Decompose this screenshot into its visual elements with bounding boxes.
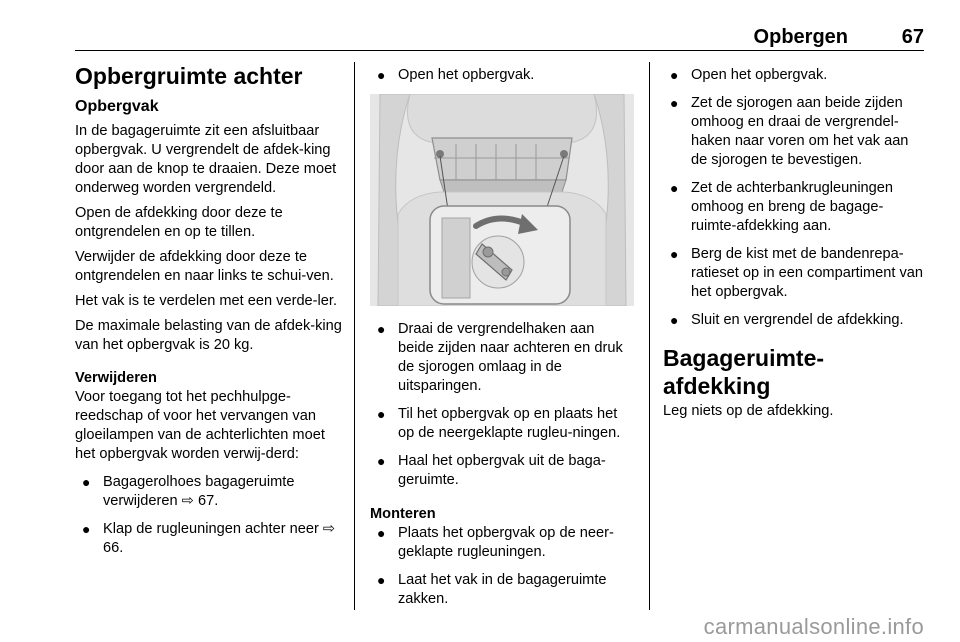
list-item-text: Laat het vak in de bagageruimte zakken. [398, 572, 607, 607]
paragraph: In de bagageruimte zit een afsluitbaar opbergvak. U vergrendelt de afdek-king door aan de knop te draaien. Deze moet onderweg worden vergrendeld. [75, 123, 337, 196]
list-item-text: Berg de kist met de bandenrepa-ratieset op in een compartiment van het opbergvak. [691, 246, 924, 300]
paragraph: Verwijder de afdekking door deze te ontgrendelen en naar links te schui-ven. [75, 249, 334, 284]
list-item [75, 473, 345, 511]
list-item-text: Haal het opbergvak uit de baga-geruimte. [398, 453, 606, 488]
paragraph: Leg niets op de afdekking. [663, 403, 834, 419]
mount-heading: Monteren [370, 506, 436, 522]
section-title: Opbergen [753, 26, 848, 48]
watermark: carmanualsonline.info [703, 614, 924, 639]
list-item-text: Plaats het opbergvak op de neer-geklapte rugleuningen. [398, 525, 614, 560]
list-item-text: Sluit en vergrendel de afdekking. [691, 312, 904, 328]
list-item [370, 405, 634, 443]
bullet-icon: ● [377, 406, 386, 422]
bullet-list [663, 66, 928, 330]
bullet-icon: ● [377, 525, 386, 541]
list-item [663, 311, 928, 330]
bullet-icon: ● [377, 321, 386, 337]
list-item [370, 524, 634, 562]
bullet-icon: ● [82, 474, 91, 490]
list-item-text: Draai de vergrendelhaken aan beide zijden naar achteren en druk de sjorogen omlaag in de uitsparingen. [398, 321, 623, 394]
bullet-list [370, 66, 634, 85]
list-item [663, 179, 928, 236]
list-item-text: Open het opbergvak. [691, 67, 828, 83]
list-item-text: Zet de achterbankrugleuningen omhoog en breng de bagage-ruimte-afdekking aan. [691, 180, 894, 234]
list-item-text: Zet de sjorogen aan beide zijden omhoog en draai de vergrendel-haken naar voren om het vak aan de sjorogen te bevestigen. [691, 95, 909, 168]
list-item [663, 94, 928, 170]
list-item-text: Til het opbergvak op en plaats het op de neergeklapte rugleu-ningen. [398, 406, 621, 441]
bullet-icon: ● [670, 180, 679, 196]
list-item-text: Klap de rugleuningen achter neer ⇨ 66. [103, 521, 336, 556]
paragraph: Voor toegang tot het pechhulpge-reedschap of voor het vervangen van gloeilampen van de achterlichten moet het opbergvak worden verwij-derd: [75, 389, 325, 462]
chapter-title: Opbergruimte achter [75, 63, 303, 89]
list-item [370, 320, 634, 396]
page-number: 67 [901, 26, 924, 48]
bullet-icon: ● [670, 246, 679, 262]
page-header [75, 24, 924, 51]
list-item [663, 66, 928, 85]
illustration-storage-compartment [370, 94, 634, 306]
bullet-icon: ● [377, 67, 386, 83]
list-item [370, 66, 634, 85]
section-title-luggage-cover: Bagageruimte-afdekking [663, 345, 825, 399]
list-item [663, 245, 928, 302]
paragraph: Het vak is te verdelen met een verde-ler. [75, 293, 338, 309]
remove-heading: Verwijderen [75, 370, 157, 386]
bullet-icon: ● [670, 312, 679, 328]
bullet-list [370, 524, 634, 609]
bullet-icon: ● [82, 521, 91, 537]
storage-illustration [370, 94, 634, 306]
bullet-icon: ● [670, 67, 679, 83]
list-item [75, 520, 345, 558]
column-1 [75, 62, 345, 567]
bullet-icon: ● [670, 95, 679, 111]
list-item-text: Bagagerolhoes bagageruimte verwijderen ⇨ 67. [103, 474, 295, 509]
column-divider [354, 62, 355, 610]
column-3 [663, 66, 928, 427]
paragraph: Open de afdekking door deze te ontgrendelen en op te tillen. [75, 205, 283, 240]
column-divider [649, 62, 650, 610]
list-item [370, 571, 634, 609]
bullet-list [370, 320, 634, 490]
subsection-title: Opbergvak [75, 98, 159, 115]
list-item-text: Open het opbergvak. [398, 67, 535, 83]
column-2 [370, 66, 634, 618]
paragraph: De maximale belasting van de afdek-king van het opbergvak is 20 kg. [75, 318, 342, 353]
bullet-icon: ● [377, 453, 386, 469]
bullet-icon: ● [377, 572, 386, 588]
bullet-list [75, 473, 345, 558]
list-item [370, 452, 634, 490]
